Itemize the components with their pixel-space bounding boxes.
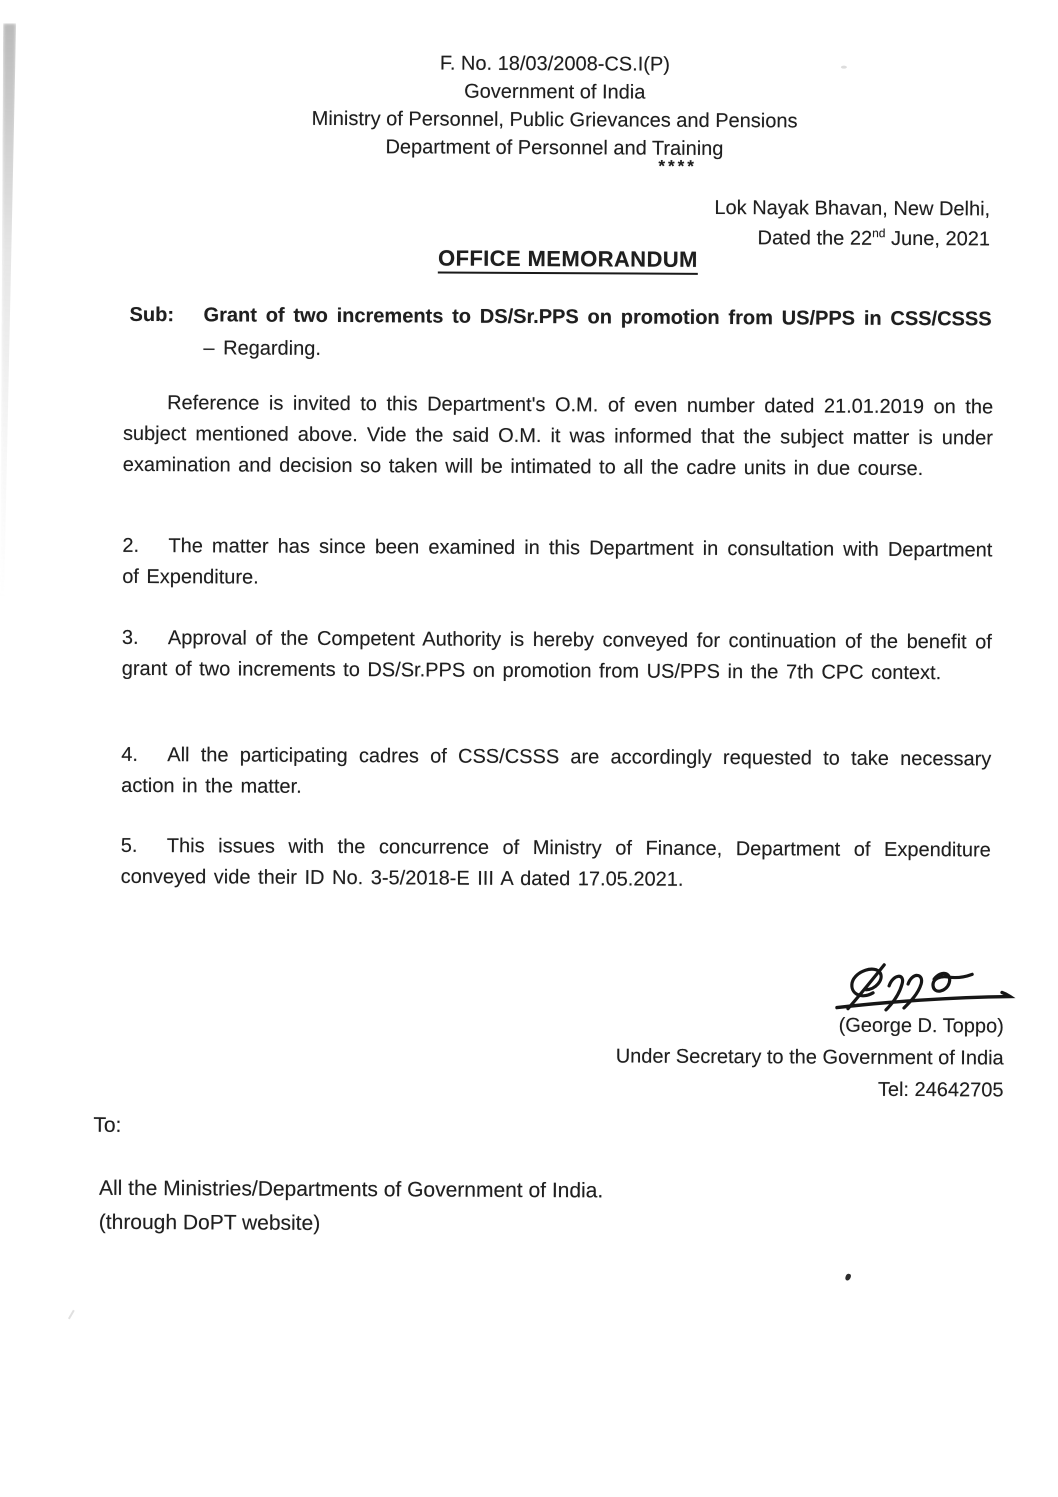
signatory-designation: Under Secretary to the Government of India [615, 1045, 1004, 1070]
dateline [714, 193, 990, 254]
paragraph-3 [122, 623, 992, 690]
subject-text [203, 299, 991, 369]
document-title: OFFICE MEMORANDUM [438, 246, 698, 275]
date-suffix: June, 2021 [885, 227, 991, 251]
addressee-line-2: (through DoPT website) [98, 1210, 321, 1235]
addressee-line-1: All the Ministries/Departments of Government of India. [98, 1176, 604, 1203]
scan-speck [845, 1273, 852, 1281]
paragraph-4-number: 4. [121, 743, 139, 766]
scan-speck [68, 1310, 75, 1320]
subject-block [129, 299, 991, 370]
paragraph-2 [122, 531, 992, 598]
paragraph-1: Reference is invited to this Department's O.M. of even number dated 21.01.2019 on the subject mentioned above. Vide the said O.M. it was informed that the subject matter is under examination and decision so taken will be intimated to all the cadre units in due course. [122, 392, 994, 481]
to-label: To: [93, 1113, 122, 1137]
letterhead [48, 47, 1058, 164]
file-number: F. No. 18/03/2008-CS.I(P) [439, 52, 671, 76]
subject-text-bold: Grant of two increments to DS/Sr.PPS on promotion from US/PPS in CSS/CSSS [203, 304, 992, 331]
paragraph-2-number: 2. [122, 534, 140, 557]
signature-block [615, 1008, 1003, 1106]
paragraph-4-text: All the participating cadres of CSS/CSSS are accordingly requested to take necessary action in the matter. [121, 744, 992, 798]
addressee-block [99, 1172, 604, 1243]
place-line: Lok Nayak Bhavan, New Delhi, [714, 196, 991, 221]
star-separator: **** [658, 156, 697, 176]
paragraph-3-number: 3. [121, 626, 139, 649]
scan-edge-smudge [0, 23, 16, 598]
paragraph-3-text: Approval of the Competent Authority is hereby conveyed for continuation of the benefit of grant of two increments to DS/Sr.PPS on promotion from US/PPS in the 7th CPC context. [121, 627, 992, 685]
subject-text-regular: – Regarding. [203, 337, 322, 360]
signatory-name: (George D. Toppo) [838, 1014, 1004, 1038]
document-title-row [76, 244, 1058, 275]
ministry-line: Ministry of Personnel, Public Grievances and Pensions [311, 107, 798, 133]
paragraph-5 [121, 831, 991, 898]
paragraph-5-text: This issues with the concurrence of Ministry of Finance, Department of Expenditure conveyed vide their ID No. 3-5/2018-E III A dated 17.05.2021. [120, 835, 991, 891]
paragraph-4 [121, 740, 991, 807]
date-prefix: Dated the 22 [757, 227, 873, 250]
paragraph-2-text: The matter has since been examined in this Department in consultation with Department of Expenditure. [122, 535, 993, 589]
subject-label: Sub: [129, 303, 175, 327]
date-ordinal: nd [872, 226, 886, 241]
signatory-telephone: Tel: 24642705 [877, 1078, 1004, 1102]
government-line: Government of India [464, 80, 646, 104]
department-line: Department of Personnel and Training [385, 136, 724, 161]
paragraph-5-number: 5. [120, 834, 138, 857]
